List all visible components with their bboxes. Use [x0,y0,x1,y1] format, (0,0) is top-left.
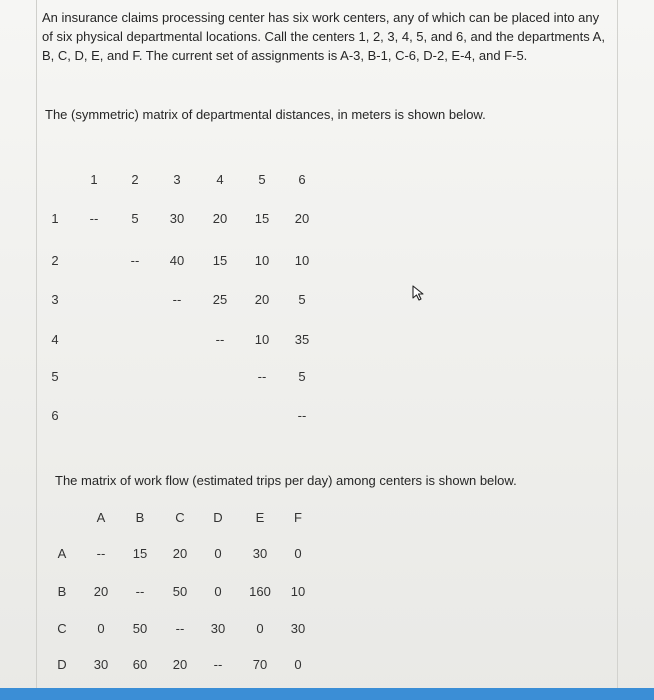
matrix-cell: -- [175,621,185,636]
matrix-cell: -- [172,292,182,307]
row-header: C [57,621,67,636]
matrix-cell: 0 [294,546,302,561]
matrix-cell: 20 [254,292,270,307]
matrix-cell: 20 [294,211,310,226]
distance-matrix-caption: The (symmetric) matrix of departmental distances, in meters is shown below. [45,107,486,122]
mouse-pointer-icon [412,285,426,301]
matrix-cell: 20 [93,584,109,599]
row-header: 3 [51,292,59,307]
matrix-cell: 50 [172,584,188,599]
row-header: 4 [51,332,59,347]
matrix-cell: 0 [214,584,222,599]
page-left-edge [36,0,37,700]
matrix-cell: 20 [172,657,188,672]
matrix-cell: 30 [169,211,185,226]
matrix-cell: 30 [210,621,226,636]
matrix-cell: 30 [93,657,109,672]
matrix-cell: -- [257,369,267,384]
matrix-cell: 15 [132,546,148,561]
row-header: 2 [51,253,59,268]
matrix-cell: 0 [294,657,302,672]
matrix-cell: 40 [169,253,185,268]
column-header: E [255,510,265,525]
matrix-cell: 30 [252,546,268,561]
row-header: 5 [51,369,59,384]
matrix-cell: 5 [298,292,306,307]
matrix-cell: -- [297,408,307,423]
matrix-cell: -- [96,546,106,561]
matrix-cell: 20 [212,211,228,226]
matrix-cell: 15 [212,253,228,268]
matrix-cell: -- [89,211,99,226]
row-header: D [57,657,67,672]
column-header: 4 [216,172,224,187]
matrix-cell: 25 [212,292,228,307]
row-header: 1 [51,211,59,226]
flow-matrix-caption: The matrix of work flow (estimated trips per day) among centers is shown below. [55,473,517,488]
matrix-cell: 10 [254,253,270,268]
matrix-cell: 10 [254,332,270,347]
column-header: 5 [258,172,266,187]
matrix-cell: 10 [294,253,310,268]
matrix-cell: -- [215,332,225,347]
matrix-cell: 20 [172,546,188,561]
matrix-cell: 0 [256,621,264,636]
matrix-cell: 50 [132,621,148,636]
column-header: 3 [173,172,181,187]
column-header: B [135,510,145,525]
column-header: C [175,510,185,525]
page-right-edge [617,0,618,700]
matrix-cell: 15 [254,211,270,226]
matrix-cell: -- [213,657,223,672]
matrix-cell: 10 [290,584,306,599]
problem-intro-text: An insurance claims processing center has six work centers, any of which can be placed into any of six physical departmental locations. Call the centers 1, 2, 3, 4, 5, and 6, and the departments A, B, C, D, E, and F. The current set of assignments is A-3, B-1, C-6, D-2, E-4, and F-5. [42,10,605,63]
matrix-cell: 5 [298,369,306,384]
row-header: 6 [51,408,59,423]
column-header: 2 [131,172,139,187]
bottom-accent-bar [0,688,654,700]
matrix-cell: 5 [131,211,139,226]
column-header: 6 [298,172,306,187]
matrix-cell: 70 [252,657,268,672]
row-header: A [57,546,67,561]
matrix-cell: 160 [249,584,271,599]
matrix-cell: 35 [294,332,310,347]
matrix-cell: 60 [132,657,148,672]
matrix-cell: 0 [214,546,222,561]
column-header: A [96,510,106,525]
matrix-cell: 30 [290,621,306,636]
row-header: B [57,584,67,599]
matrix-cell: -- [135,584,145,599]
matrix-cell: 0 [97,621,105,636]
matrix-cell: -- [130,253,140,268]
column-header: F [294,510,302,525]
column-header: 1 [90,172,98,187]
column-header: D [213,510,223,525]
